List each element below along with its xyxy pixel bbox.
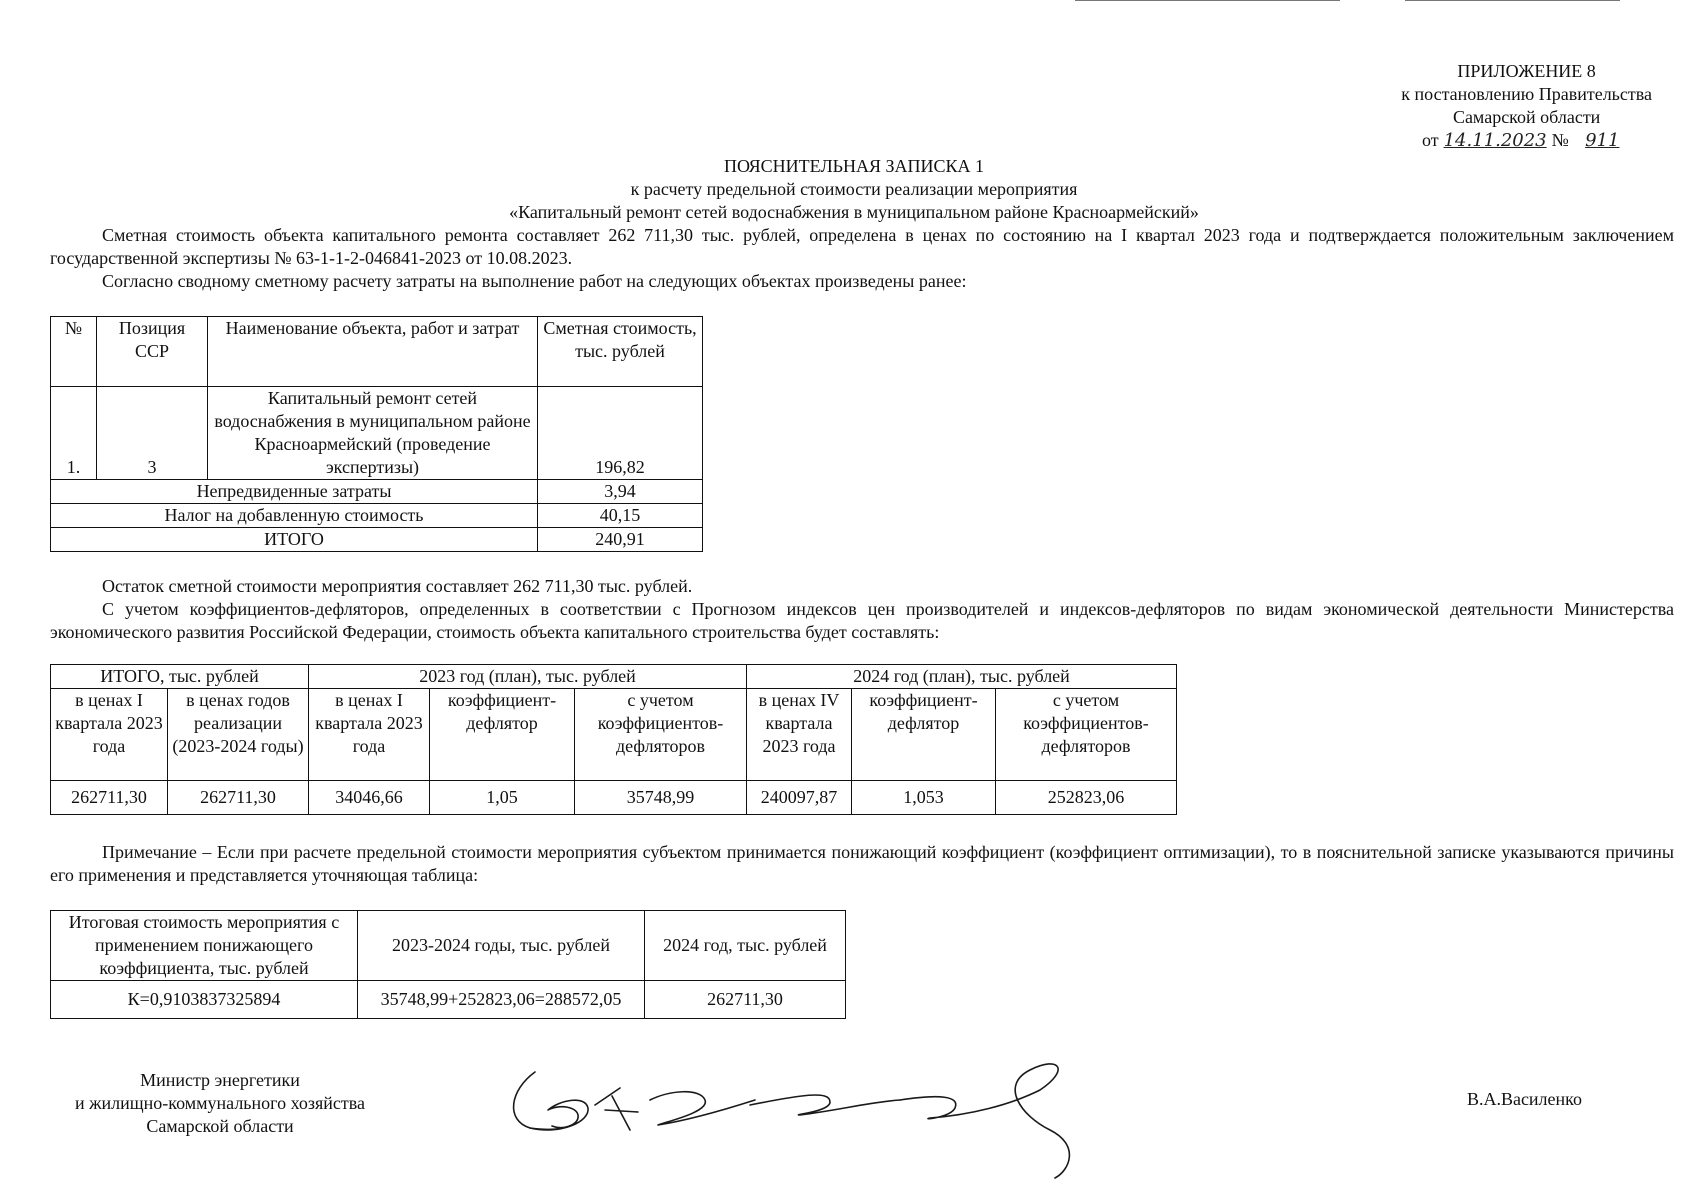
appendix-block [1401, 60, 1652, 152]
paragraph-note: Примечание – Если при расчете предельной стоимости мероприятия субъектом принимается понижающий коэффициент (коэффициент оптимизации), то в пояснительной записке указываются причины его применения и представляется уточняющая таблица: [50, 842, 1674, 885]
value-cell: 1,05 [430, 781, 575, 815]
value-cell: 35748,99 [575, 781, 747, 815]
value-cell: 262711,30 [51, 781, 168, 815]
sum-value: 35748,99+252823,06=288572,05 [358, 981, 645, 1019]
signatory-line: и жилищно-коммунального хозяйства [74, 1093, 366, 1113]
page-title: ПОЯСНИТЕЛЬНАЯ ЗАПИСКА 1 [723, 156, 985, 176]
group-header: 2023 год (план), тыс. рублей [309, 665, 747, 689]
date-prefix: от [1421, 130, 1439, 150]
group-header: ИТОГО, тыс. рублей [51, 665, 309, 689]
value-cell: 34046,66 [309, 781, 430, 815]
row-number: 1. [51, 387, 97, 480]
paragraph-estimate: Сметная стоимость объекта капитального ремонта составляет 262 711,30 тыс. рублей, определена в ценах по состоянию на I квартал 2023 года и подтверждается положительным заключением государственной экспертизы № 63-1-1-2-046841-2023 от 10.08.2023. [50, 225, 1674, 268]
value-cell: 252823,06 [996, 781, 1177, 815]
sub-header: в ценах I квартала 2023 года [309, 689, 430, 781]
row-name: Капитальный ремонт сетей водоснабжения в муниципальном районе Красноармейский (проведение экспертизы) [208, 387, 538, 480]
summary-label: Налог на добавленную стоимость [51, 504, 538, 528]
table-header: Итоговая стоимость мероприятия с применением понижающего коэффициента, тыс. рублей [51, 911, 358, 981]
table-header: 2024 год, тыс. рублей [645, 911, 846, 981]
paragraph-deflators: С учетом коэффициентов-дефляторов, определенных в соответствии с Прогнозом индексов цен производителей и индексов-дефляторов по видам экономической деятельности Министерства экономического развития Российской Федерации, стоимость объекта капитального строительства будет составлять: [50, 599, 1674, 642]
appendix-date-line [1401, 129, 1652, 152]
summary-value: 240,91 [538, 528, 703, 552]
appendix-line: Самарской области [1452, 107, 1601, 127]
sub-header: в ценах годов реализации (2023-2024 годы) [168, 689, 309, 781]
appendix-title: ПРИЛОЖЕНИЕ 8 [1457, 61, 1596, 81]
scan-line [1075, 0, 1340, 1]
deflator-table [50, 664, 1177, 815]
sub-header: в ценах I квартала 2023 года [51, 689, 168, 781]
date-value: 14.11.2023 [1443, 130, 1547, 151]
value-cell: 1,053 [852, 781, 996, 815]
signatory-name: В.А.Василенко [1466, 1089, 1582, 1109]
previous-works-table [50, 316, 703, 552]
value-cell: 240097,87 [747, 781, 852, 815]
value-cell: 262711,30 [168, 781, 309, 815]
group-header: 2024 год (план), тыс. рублей [747, 665, 1177, 689]
summary-label: Непредвиденные затраты [51, 480, 538, 504]
optimization-table [50, 910, 846, 1019]
summary-value: 40,15 [538, 504, 703, 528]
number-prefix: № [1551, 130, 1569, 150]
table-header: Сметная стоимость, тыс. рублей [538, 317, 703, 387]
row-position: 3 [97, 387, 208, 480]
sub-header: с учетом коэффициентов-дефляторов [996, 689, 1177, 781]
signatory-line: Самарской области [146, 1116, 294, 1136]
project-name: «Капитальный ремонт сетей водоснабжения в муниципальном районе Красноармейский» [509, 202, 1199, 222]
table-header: № [51, 317, 97, 387]
scan-line [1405, 0, 1620, 1]
summary-value: 3,94 [538, 480, 703, 504]
paragraph-previous-works: Согласно сводному сметному расчету затраты на выполнение работ на следующих объектах произведены ранее: [102, 271, 967, 291]
appendix-line: к постановлению Правительства [1401, 84, 1652, 104]
table-header: Позиция ССР [97, 317, 208, 387]
handwritten-signature [500, 1060, 1140, 1180]
table-header: Наименование объекта, работ и затрат [208, 317, 538, 387]
paragraph-remaining: Остаток сметной стоимости мероприятия составляет 262 711,30 тыс. рублей. [102, 576, 693, 596]
sub-header: в ценах IV квартала 2023 года [747, 689, 852, 781]
signatory-title [50, 1069, 390, 1138]
coefficient-value: К=0,9103837325894 [51, 981, 358, 1019]
number-value: 911 [1585, 130, 1620, 151]
year-value: 262711,30 [645, 981, 846, 1019]
signatory-line: Министр энергетики [140, 1070, 300, 1090]
row-cost: 196,82 [538, 387, 703, 480]
page-subtitle: к расчету предельной стоимости реализации мероприятия [630, 179, 1078, 199]
sub-header: коэффициент-дефлятор [430, 689, 575, 781]
sub-header: коэффициент-дефлятор [852, 689, 996, 781]
sub-header: с учетом коэффициентов-дефляторов [575, 689, 747, 781]
summary-label: ИТОГО [51, 528, 538, 552]
table-header: 2023-2024 годы, тыс. рублей [358, 911, 645, 981]
